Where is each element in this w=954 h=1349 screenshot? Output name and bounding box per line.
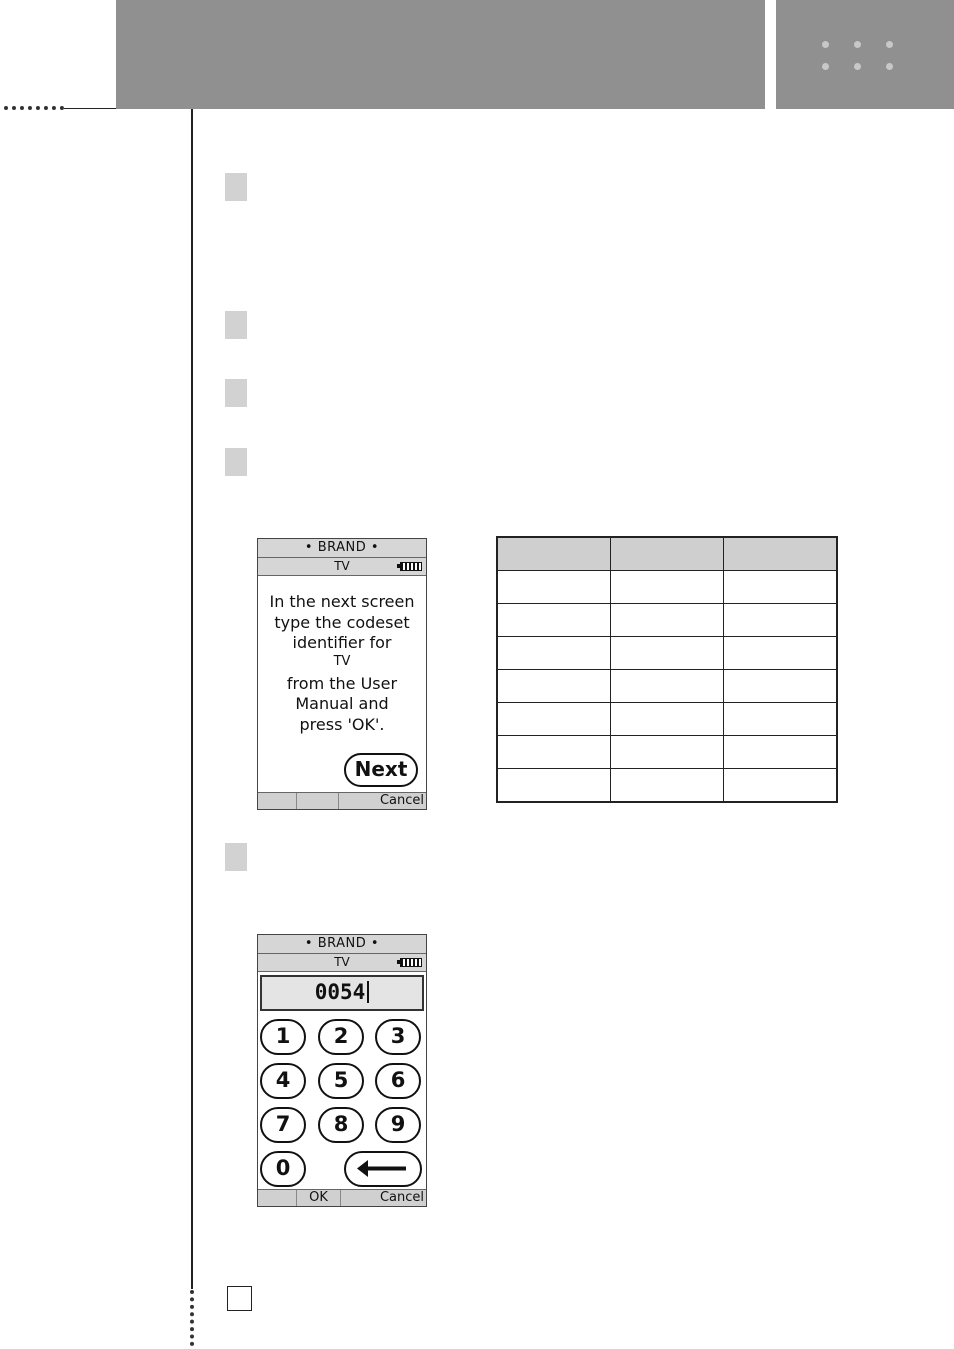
softkey-middle[interactable] bbox=[297, 793, 339, 809]
table-header-row bbox=[497, 537, 837, 571]
next-button[interactable]: Next bbox=[344, 753, 418, 787]
table-cell bbox=[724, 703, 838, 736]
message-line: type the codeset bbox=[274, 612, 410, 632]
device-bar bbox=[258, 954, 426, 972]
margin-dotted-line bbox=[190, 1290, 194, 1346]
table-header-cell bbox=[611, 537, 724, 571]
instruction-message bbox=[258, 592, 426, 735]
table-row bbox=[497, 604, 837, 637]
device-label: TV bbox=[334, 955, 350, 969]
table-cell bbox=[497, 769, 611, 803]
table-cell bbox=[611, 571, 724, 604]
battery-icon bbox=[400, 958, 422, 967]
table-row bbox=[497, 571, 837, 604]
header-dotted-line bbox=[4, 106, 64, 110]
table-cell bbox=[497, 670, 611, 703]
code-input[interactable] bbox=[260, 975, 424, 1011]
brand-label: • BRAND • bbox=[258, 935, 426, 954]
key-3[interactable]: 3 bbox=[375, 1019, 421, 1055]
message-line: Manual and bbox=[295, 694, 389, 713]
table-cell bbox=[497, 637, 611, 670]
step-marker-2 bbox=[225, 311, 247, 339]
message-line: identifier for bbox=[292, 633, 392, 652]
table-row bbox=[497, 670, 837, 703]
table-cell bbox=[611, 703, 724, 736]
softkey-cancel[interactable]: Cancel bbox=[379, 793, 424, 808]
brand-label: • BRAND • bbox=[258, 539, 426, 558]
table-cell bbox=[724, 571, 838, 604]
table-row bbox=[497, 703, 837, 736]
softkey-bar bbox=[258, 792, 426, 809]
margin-line bbox=[191, 109, 193, 1289]
header-dot bbox=[886, 41, 893, 48]
key-8[interactable]: 8 bbox=[318, 1107, 364, 1143]
key-0[interactable]: 0 bbox=[260, 1151, 306, 1187]
table-row bbox=[497, 769, 837, 803]
header-dot bbox=[822, 63, 829, 70]
key-5[interactable]: 5 bbox=[318, 1063, 364, 1099]
step-marker-1 bbox=[225, 173, 247, 201]
softkey-cancel[interactable]: Cancel bbox=[379, 1190, 424, 1205]
table-row bbox=[497, 736, 837, 769]
message-line: In the next screen bbox=[269, 592, 415, 611]
key-6[interactable]: 6 bbox=[375, 1063, 421, 1099]
key-2[interactable]: 2 bbox=[318, 1019, 364, 1055]
key-4[interactable]: 4 bbox=[260, 1063, 306, 1099]
header-dot bbox=[822, 41, 829, 48]
table-cell bbox=[611, 736, 724, 769]
softkey-left[interactable] bbox=[258, 1190, 297, 1206]
table-cell bbox=[611, 604, 724, 637]
header-dot bbox=[854, 63, 861, 70]
backspace-button[interactable] bbox=[344, 1151, 422, 1187]
header-dot bbox=[854, 41, 861, 48]
header-dot bbox=[886, 63, 893, 70]
step-marker-4 bbox=[225, 448, 247, 476]
table-cell bbox=[497, 604, 611, 637]
header-rule bbox=[64, 108, 118, 109]
message-line: from the User bbox=[286, 673, 398, 693]
softkey-ok[interactable]: OK bbox=[297, 1190, 341, 1206]
backspace-arrow-icon bbox=[346, 1153, 419, 1184]
table-cell bbox=[724, 604, 838, 637]
table-cell bbox=[611, 769, 724, 803]
table-cell bbox=[497, 571, 611, 604]
table-cell bbox=[724, 769, 838, 803]
table-cell bbox=[611, 670, 724, 703]
table-header-cell bbox=[724, 537, 838, 571]
table-header-cell bbox=[497, 537, 611, 571]
table-row bbox=[497, 637, 837, 670]
table-cell bbox=[497, 736, 611, 769]
table-cell bbox=[724, 637, 838, 670]
key-1[interactable]: 1 bbox=[260, 1019, 306, 1055]
table-cell bbox=[611, 637, 724, 670]
device-bar bbox=[258, 558, 426, 576]
text-caret bbox=[367, 981, 369, 1003]
table-cell bbox=[724, 736, 838, 769]
table-cell bbox=[724, 670, 838, 703]
remote-screen-keypad bbox=[257, 934, 427, 1207]
code-value: 0054 bbox=[314, 980, 366, 1004]
step-marker-5 bbox=[225, 843, 247, 871]
key-9[interactable]: 9 bbox=[375, 1107, 421, 1143]
message-line: TV bbox=[333, 653, 351, 669]
codeset-table bbox=[496, 536, 838, 803]
page-number-box bbox=[227, 1286, 252, 1311]
device-label: TV bbox=[334, 559, 350, 573]
step-marker-3 bbox=[225, 379, 247, 407]
softkey-bar bbox=[258, 1189, 426, 1206]
header-banner bbox=[116, 0, 765, 109]
message-line: press 'OK'. bbox=[299, 714, 385, 734]
table-cell bbox=[497, 703, 611, 736]
header-tab bbox=[776, 0, 954, 109]
softkey-left[interactable] bbox=[258, 793, 297, 809]
key-7[interactable]: 7 bbox=[260, 1107, 306, 1143]
remote-screen-instructions bbox=[257, 538, 427, 810]
battery-icon bbox=[400, 562, 422, 571]
